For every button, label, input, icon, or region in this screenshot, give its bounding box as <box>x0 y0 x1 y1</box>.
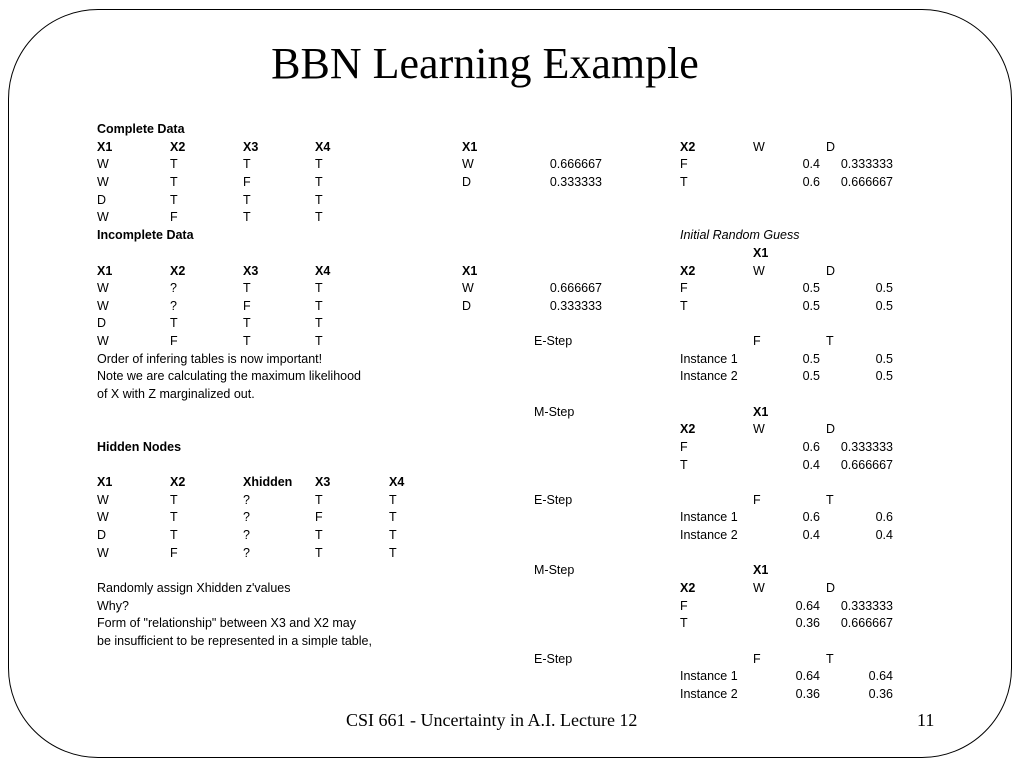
estep-label: E-Step <box>534 652 573 666</box>
table-cell: F <box>243 299 251 313</box>
table-cell: T <box>680 175 688 189</box>
table-cell: F <box>680 599 688 613</box>
table-cell: 0.4 <box>802 528 820 542</box>
estep-col-header: T <box>826 493 834 507</box>
table-cell: T <box>243 193 251 207</box>
table-cell: 0.5 <box>802 299 820 313</box>
table-cell: T <box>170 493 178 507</box>
table-cell: ? <box>243 510 250 524</box>
table-cell: T <box>315 175 323 189</box>
table-cell: W <box>462 157 474 171</box>
table-cell: 0.64 <box>795 669 820 683</box>
incomplete-data-heading: Incomplete Data <box>97 228 194 242</box>
cpt-parent-header: X1 <box>753 246 769 260</box>
table-cell: D <box>97 528 107 542</box>
cpt-row-header: X2 <box>680 140 696 154</box>
table-cell: W <box>462 281 474 295</box>
table-cell: 0.666667 <box>549 157 602 171</box>
table-cell: 0.666667 <box>840 175 893 189</box>
cpt-row-header: X2 <box>680 264 696 278</box>
table-cell: W <box>97 210 109 224</box>
table-cell: F <box>170 210 178 224</box>
table-cell: T <box>315 157 323 171</box>
table-cell: 0.4 <box>875 528 893 542</box>
table-cell: T <box>315 281 323 295</box>
table-cell: 0.5 <box>875 369 893 383</box>
table-cell: F <box>680 440 688 454</box>
estep-col-header: F <box>753 334 761 348</box>
table-cell: 0.6 <box>802 440 820 454</box>
table-cell: 0.5 <box>802 281 820 295</box>
table-cell: W <box>97 493 109 507</box>
table-cell: T <box>680 458 688 472</box>
note-line: Randomly assign Xhidden z'values <box>97 581 291 595</box>
table-cell: T <box>243 281 251 295</box>
cpt-col-header: D <box>826 140 836 154</box>
table-cell: T <box>170 157 178 171</box>
incomplete-header-x3: X3 <box>243 264 259 278</box>
estep-label: E-Step <box>534 493 573 507</box>
table-cell: 0.6 <box>802 510 820 524</box>
note-line: Note we are calculating the maximum likelihood <box>97 369 362 383</box>
table-cell: T <box>315 299 323 313</box>
table-cell: T <box>680 299 688 313</box>
table-cell: T <box>170 528 178 542</box>
cpt-row-header: X2 <box>680 581 696 595</box>
table-cell: T <box>170 193 178 207</box>
table-cell: 0.5 <box>875 281 893 295</box>
complete-header-x3: X3 <box>243 140 259 154</box>
table-cell: 0.333333 <box>549 175 602 189</box>
table-cell: 0.4 <box>802 157 820 171</box>
table-cell: T <box>389 510 397 524</box>
cpt-parent-header: X1 <box>753 563 769 577</box>
table-cell: T <box>315 493 323 507</box>
table-cell: T <box>389 528 397 542</box>
cpt-col-header: W <box>753 140 765 154</box>
table-cell: F <box>243 175 251 189</box>
table-cell: T <box>170 316 178 330</box>
table-cell: T <box>243 334 251 348</box>
mstep-label: M-Step <box>534 405 575 419</box>
cpt-parent-header: X1 <box>753 405 769 419</box>
note-line: Order of infering tables is now important! <box>97 352 323 366</box>
table-cell: T <box>389 493 397 507</box>
table-cell: T <box>243 210 251 224</box>
hidden-header-x3: X3 <box>315 475 331 489</box>
note-line: be insufficient to be represented in a simple table, <box>97 634 372 648</box>
table-cell: T <box>315 546 323 560</box>
table-cell: T <box>315 316 323 330</box>
table-cell: Instance 1 <box>680 669 738 683</box>
table-cell: T <box>315 210 323 224</box>
initial-guess-label: Initial Random Guess <box>680 228 800 242</box>
table-cell: W <box>97 334 109 348</box>
table-cell: 0.4 <box>802 458 820 472</box>
table-cell: ? <box>243 528 250 542</box>
table-cell: F <box>680 281 688 295</box>
table-cell: ? <box>243 493 250 507</box>
hidden-header-x2: X2 <box>170 475 186 489</box>
table-cell: W <box>97 157 109 171</box>
estep-label: E-Step <box>534 334 573 348</box>
x1-marginal-header: X1 <box>462 264 478 278</box>
table-cell: T <box>170 510 178 524</box>
estep-col-header: T <box>826 652 834 666</box>
cpt-col-header: D <box>826 581 836 595</box>
table-cell: Instance 1 <box>680 510 738 524</box>
table-cell: D <box>97 316 107 330</box>
note-line: of X with Z marginalized out. <box>97 387 255 401</box>
table-cell: T <box>315 334 323 348</box>
estep-col-header: T <box>826 334 834 348</box>
hidden-nodes-heading: Hidden Nodes <box>97 440 182 454</box>
table-cell: 0.333333 <box>840 157 893 171</box>
table-cell: T <box>170 175 178 189</box>
table-cell: Instance 2 <box>680 687 738 701</box>
table-cell: W <box>97 546 109 560</box>
table-cell: 0.5 <box>802 352 820 366</box>
hidden-header-xhidden: Xhidden <box>243 475 293 489</box>
table-cell: T <box>243 157 251 171</box>
table-cell: 0.36 <box>868 687 893 701</box>
complete-data-heading: Complete Data <box>97 122 185 136</box>
table-cell: 0.333333 <box>840 440 893 454</box>
table-cell: 0.64 <box>795 599 820 613</box>
note-line: Why? <box>97 599 129 613</box>
complete-header-x2: X2 <box>170 140 186 154</box>
table-cell: F <box>315 510 323 524</box>
table-cell: 0.36 <box>795 616 820 630</box>
table-cell: 0.36 <box>795 687 820 701</box>
complete-header-x4: X4 <box>315 140 331 154</box>
cpt-col-header: W <box>753 264 765 278</box>
table-cell: 0.333333 <box>840 599 893 613</box>
slide-title: BBN Learning Example <box>271 39 699 88</box>
estep-col-header: F <box>753 493 761 507</box>
table-cell: ? <box>170 281 177 295</box>
table-cell: T <box>315 528 323 542</box>
incomplete-header-x2: X2 <box>170 264 186 278</box>
table-cell: 0.333333 <box>549 299 602 313</box>
table-cell: 0.666667 <box>840 458 893 472</box>
table-cell: Instance 2 <box>680 528 738 542</box>
table-cell: 0.6 <box>875 510 893 524</box>
table-cell: Instance 2 <box>680 369 738 383</box>
cpt-col-header: W <box>753 581 765 595</box>
table-cell: Instance 1 <box>680 352 738 366</box>
estep-col-header: F <box>753 652 761 666</box>
table-cell: 0.6 <box>802 175 820 189</box>
table-cell: T <box>243 316 251 330</box>
table-cell: D <box>462 175 472 189</box>
table-cell: W <box>97 299 109 313</box>
x1-marginal-header: X1 <box>462 140 478 154</box>
incomplete-header-x4: X4 <box>315 264 331 278</box>
table-cell: 0.666667 <box>549 281 602 295</box>
mstep-label: M-Step <box>534 563 575 577</box>
table-cell: F <box>170 334 178 348</box>
cpt-col-header: D <box>826 264 836 278</box>
page-number: 11 <box>917 710 935 730</box>
table-cell: T <box>389 546 397 560</box>
slide-footer: CSI 661 - Uncertainty in A.I. Lecture 12 <box>346 710 638 730</box>
table-cell: 0.64 <box>868 669 893 683</box>
cpt-col-header: W <box>753 422 765 436</box>
table-cell: ? <box>243 546 250 560</box>
table-cell: T <box>315 193 323 207</box>
table-cell: W <box>97 510 109 524</box>
table-cell: 0.666667 <box>840 616 893 630</box>
table-cell: 0.5 <box>802 369 820 383</box>
table-cell: W <box>97 175 109 189</box>
cpt-row-header: X2 <box>680 422 696 436</box>
hidden-header-x4: X4 <box>389 475 405 489</box>
cpt-col-header: D <box>826 422 836 436</box>
table-cell: T <box>680 616 688 630</box>
table-cell: F <box>170 546 178 560</box>
table-cell: 0.5 <box>875 299 893 313</box>
table-cell: D <box>97 193 107 207</box>
table-cell: 0.5 <box>875 352 893 366</box>
table-cell: ? <box>170 299 177 313</box>
incomplete-header-x1: X1 <box>97 264 113 278</box>
table-cell: F <box>680 157 688 171</box>
complete-header-x1: X1 <box>97 140 113 154</box>
hidden-header-x1: X1 <box>97 475 113 489</box>
note-line: Form of "relationship" between X3 and X2 may <box>97 616 357 630</box>
table-cell: W <box>97 281 109 295</box>
table-cell: D <box>462 299 472 313</box>
